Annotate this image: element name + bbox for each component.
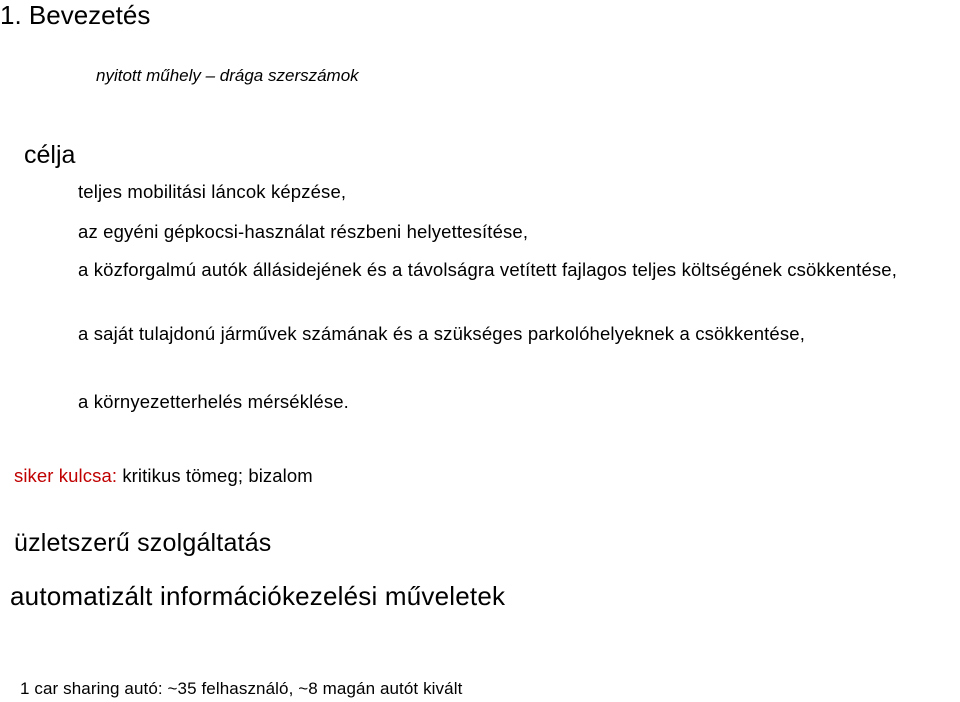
key-to-success-text: kritikus tömeg; bizalom bbox=[117, 465, 313, 486]
page-title: 1. Bevezetés bbox=[0, 0, 151, 30]
goals-heading: célja bbox=[24, 141, 76, 169]
key-to-success-label: siker kulcsa: bbox=[14, 465, 118, 486]
goal-item: a saját tulajdonú járművek számának és a szükséges parkolóhelyeknek a csökkentése, bbox=[78, 323, 805, 344]
goal-item: az egyéni gépkocsi-használat részbeni helyettesítése, bbox=[78, 221, 529, 242]
goal-item: teljes mobilitási láncok képzése, bbox=[78, 181, 347, 202]
automation-line: automatizált információkezelési műveletek bbox=[10, 581, 506, 611]
goal-item: a közforgalmú autók állásidejének és a távolságra vetített fajlagos teljes költségének csökkentése, bbox=[78, 259, 898, 280]
footnote: 1 car sharing autó: ~35 felhasználó, ~8 magán autót kivált bbox=[20, 679, 463, 698]
key-to-success bbox=[14, 464, 313, 488]
goal-item: a környezetterhelés mérséklése. bbox=[78, 391, 349, 412]
service-line: üzletszerű szolgáltatás bbox=[14, 529, 272, 557]
subtitle: nyitott műhely – drága szerszámok bbox=[96, 66, 359, 85]
